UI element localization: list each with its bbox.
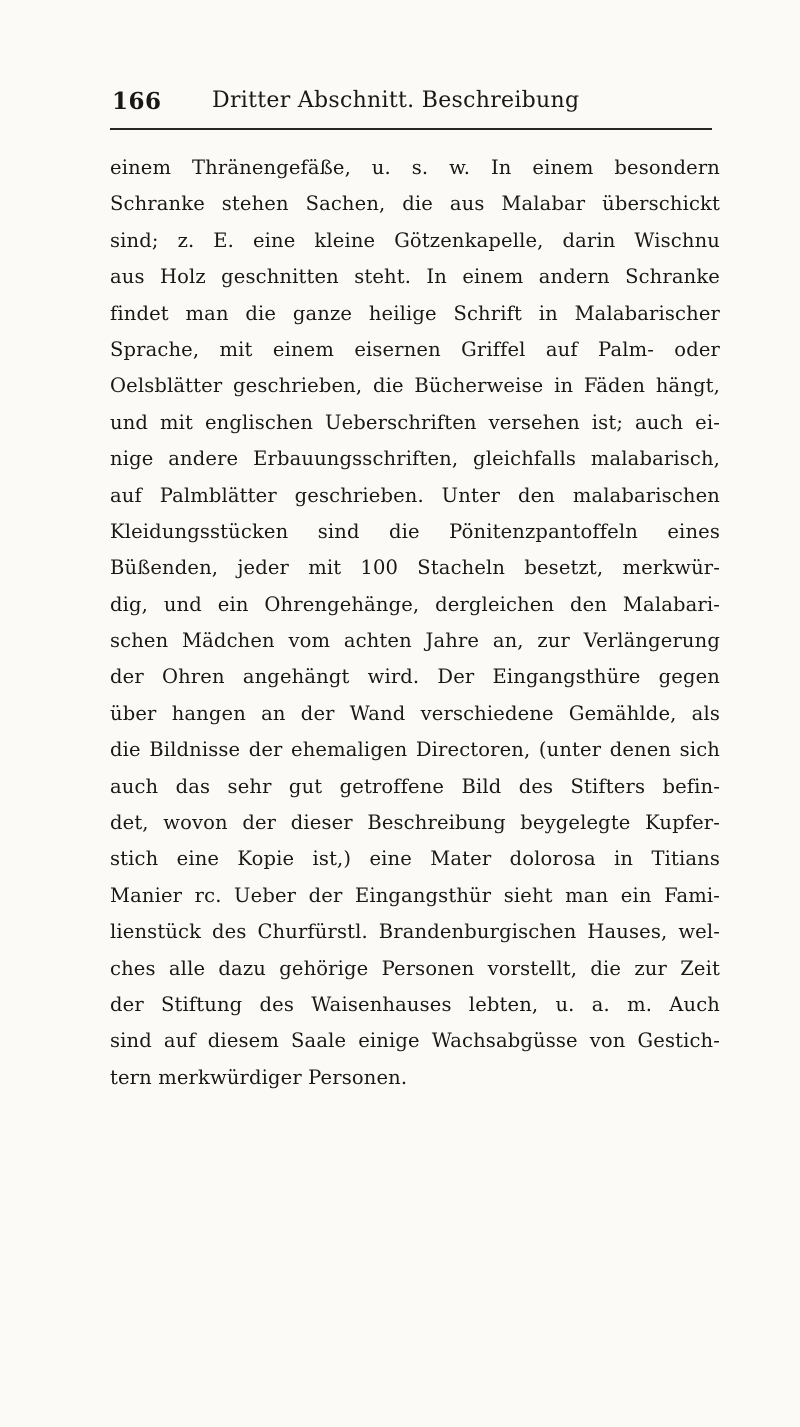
text-line: tern merkwürdiger Personen. (110, 1065, 408, 1089)
text-line: Sprache, mit einem eisernen Griffel auf Palm- oder (110, 337, 720, 361)
text-line: Büßenden, jeder mit 100 Stacheln besetzt, merkwür- (110, 556, 720, 580)
text-line: Oelsblätter geschrieben, die Bücherweise in Fäden hängt, (110, 374, 720, 398)
text-line: die Bildnisse der ehemaligen Directoren, (unter denen sich (110, 738, 720, 762)
text-line: Manier rc. Ueber der Eingangsthür sieht man ein Fami- (110, 883, 720, 907)
text-line: über hangen an der Wand verschiedene Gemählde, als (110, 701, 720, 725)
text-line: sind; z. E. eine kleine Götzenkapelle, darin Wischnu (110, 228, 720, 252)
page-header (112, 84, 712, 124)
running-head: Dritter Abschnitt. Beschreibung (212, 88, 580, 113)
text-line: stich eine Kopie ist,) eine Mater dolorosa in Titians (110, 847, 720, 871)
text-line: ches alle dazu gehörige Personen vorstellt, die zur Zeit (110, 956, 720, 980)
text-line: der Stiftung des Waisenhauses lebten, u. a. m. Auch (110, 992, 720, 1016)
text-line: Schranke stehen Sachen, die aus Malabar überschickt (110, 192, 720, 216)
text-line: der Ohren angehängt wird. Der Eingangsthüre gegen (110, 665, 720, 689)
text-line: nige andere Erbauungsschriften, gleichfalls malabarisch, (110, 447, 720, 471)
header-rule (110, 128, 712, 130)
text-line: Kleidungsstücken sind die Pönitenzpantoffeln eines (110, 519, 720, 543)
body-text (110, 150, 720, 1096)
text-line: sind auf diesem Saale einige Wachsabgüsse von Gestich- (110, 1029, 720, 1053)
text-line: dig, und ein Ohrengehänge, dergleichen den Malabari- (110, 592, 720, 616)
text-line: findet man die ganze heilige Schrift in Malabarischer (110, 301, 720, 325)
text-line: einem Thränengefäße, u. s. w. In einem besondern (110, 156, 720, 179)
text-line: auch das sehr gut getroffene Bild des Stifters befin- (110, 774, 720, 798)
text-line: aus Holz geschnitten steht. In einem andern Schranke (110, 265, 720, 289)
text-line: det, wovon der dieser Beschreibung beygelegte Kupfer- (110, 811, 720, 835)
page-number: 166 (112, 88, 162, 115)
text-line: schen Mädchen vom achten Jahre an, zur Verlängerung (110, 629, 720, 653)
text-line: lienstück des Churfürstl. Brandenburgischen Hauses, wel- (110, 920, 720, 944)
text-line: und mit englischen Ueberschriften versehen ist; auch ei- (110, 410, 720, 434)
text-line: auf Palmblätter geschrieben. Unter den malabarischen (110, 483, 720, 507)
